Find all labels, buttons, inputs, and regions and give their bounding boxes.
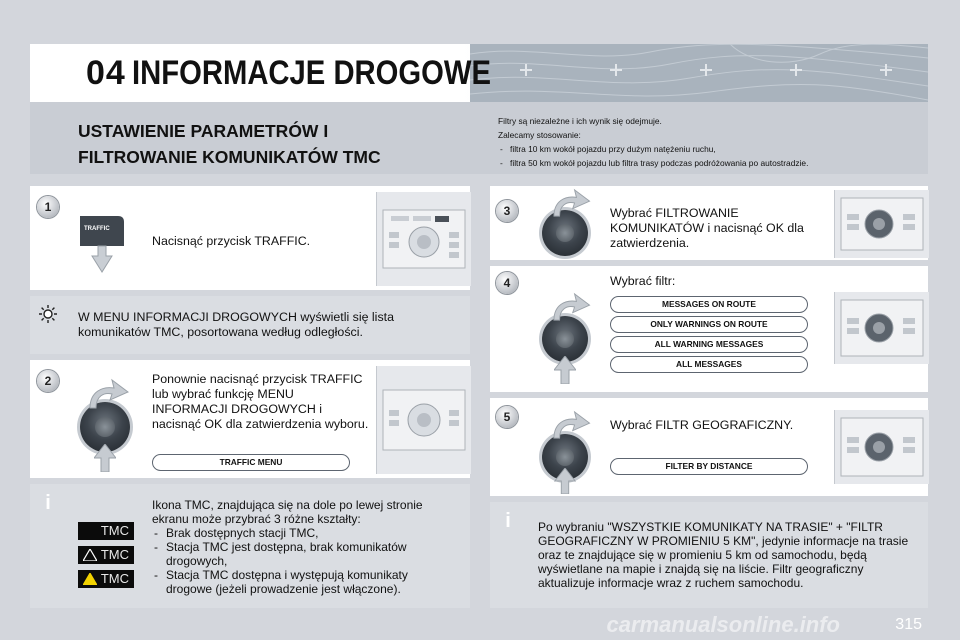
step-badge-2: 2 — [37, 370, 59, 392]
filter-option-all-warning-messages: ALL WARNING MESSAGES — [610, 336, 808, 353]
step3-text: Wybrać FILTROWANIE KOMUNIKATÓW i nacisnąć OK dla zatwierdzenia. — [610, 206, 804, 250]
section-heading-line2: FILTROWANIE KOMUNIKATÓW TMC — [78, 147, 381, 167]
radio-unit-icon — [835, 292, 929, 364]
tmc-info-item-text: Stacja TMC jest dostępna, brak komunikatów drogowych, — [166, 540, 407, 568]
tmc-info-intro: Ikona TMC, znajdująca się na dole po lewej stronie ekranu może przybrać 3 różne kształty: — [152, 498, 423, 526]
info-icon: i — [45, 492, 51, 514]
traffic-menu-pill: TRAFFIC MENU — [152, 454, 350, 471]
notes-item: - filtra 10 km wokół pojazdu przy dużym natężeniu ruchu, — [498, 142, 808, 156]
radio-unit-icon — [377, 192, 471, 286]
press-arrow-icon — [554, 356, 576, 384]
tmc-info-item: - Stacja TMC jest dostępna, brak komunikatów drogowych, — [154, 540, 407, 568]
traffic-button-icon — [78, 212, 126, 276]
page-number: 315 — [895, 616, 922, 633]
rotate-arrow-icon — [544, 188, 592, 218]
notes-intro1: Filtry są niezależne i ich wynik się odejmuje. — [498, 116, 662, 126]
radio-unit-icon — [835, 410, 929, 484]
tmc-icon-available — [78, 546, 134, 564]
radio-unit-icon — [377, 366, 471, 474]
list-info-text: W MENU INFORMACJI DROGOWYCH wyświetli się lista komunikatów TMC, posortowana według odległości. — [78, 310, 394, 339]
tmc-info-item-text: Stacja TMC dostępna i występują komunikaty drogowe (jeżeli prowadzenie jest włączone). — [166, 568, 408, 596]
traffic-button-illustration — [78, 212, 126, 276]
info-icon: i — [505, 510, 511, 532]
watermark: carmanualsonline.info — [606, 612, 840, 637]
tmc-info-item: - Brak dostępnych stacji TMC, — [154, 526, 319, 540]
step-badge-1: 1 — [37, 196, 59, 218]
chapter-number: 04 — [86, 54, 126, 92]
notes-list — [498, 142, 808, 170]
radio-unit-image — [376, 192, 471, 286]
step-badge-5: 5 — [496, 406, 518, 428]
filter-option-all-messages: ALL MESSAGES — [610, 356, 808, 373]
tmc-info-item: - Stacja TMC dostępna i występują komunikaty drogowe (jeżeli prowadzenie jest włączone). — [154, 568, 408, 596]
notes-intro2: Zalecamy stosowanie: — [498, 130, 581, 140]
step4-text: Wybrać filtr: — [610, 274, 676, 288]
radio-unit-image — [834, 292, 929, 364]
notes-item: - filtra 50 km wokół pojazdu lub filtra trasy podczas podróżowania po autostradzie. — [498, 156, 808, 170]
press-arrow-icon — [94, 444, 116, 472]
step5-text: Wybrać FILTR GEOGRAFICZNY. — [610, 418, 794, 432]
traffic-button-label: TRAFFIC — [84, 226, 110, 232]
filter-notes — [498, 114, 808, 170]
step1-text: Nacisnąć przycisk TRAFFIC. — [152, 234, 311, 248]
section-heading — [78, 118, 381, 170]
section-heading-line1: USTAWIENIE PARAMETRÓW I — [78, 121, 329, 141]
radio-unit-image — [834, 190, 929, 258]
tmc-icon-label: TMC — [100, 571, 129, 586]
final-info-text: Po wybraniu "WSZYSTKIE KOMUNIKATY NA TRASIE" + "FILTR GEOGRAFICZNY W PROMIENIU 5 KM", jedynie informacje na trasie oraz te znajdujące się w promieniu 5 km od samochodu, będą wyświetlane na mapie i znajdą się na liście. Filtr geograficzny aktualizuje informacje wraz z ruchem samochodu. — [538, 520, 909, 590]
step2-text: Ponownie nacisnąć przycisk TRAFFIC lub wybrać funkcję MENU INFORMACJI DROGOWYCH i nacisnąć OK dla zatwierdzenia wyboru. — [152, 372, 369, 431]
radio-unit-image — [376, 366, 471, 474]
filter-by-distance-pill: FILTER BY DISTANCE — [610, 458, 808, 475]
rotate-arrow-icon — [80, 378, 130, 410]
sun-icon — [38, 304, 58, 324]
radio-unit-image — [834, 410, 929, 484]
step-badge-3: 3 — [496, 200, 518, 222]
page-title: INFORMACJE DROGOWE — [132, 54, 492, 92]
tmc-info-item-text: Brak dostępnych stacji TMC, — [166, 526, 319, 540]
tmc-info-text — [152, 498, 452, 596]
step-badge-4: 4 — [496, 272, 518, 294]
radio-unit-icon — [835, 190, 929, 258]
tmc-icon-warning — [78, 570, 134, 588]
tmc-icon-label: TMC — [100, 547, 129, 562]
tmc-icon-no-station — [78, 522, 134, 540]
filter-option-messages-on-route: MESSAGES ON ROUTE — [610, 296, 808, 313]
rotate-arrow-icon — [544, 292, 592, 322]
press-arrow-icon — [554, 468, 576, 494]
rotate-arrow-icon — [544, 410, 592, 440]
header-map-decoration — [470, 44, 928, 102]
tmc-icon-label: TMC — [100, 523, 129, 538]
filter-option-only-warnings-on-route: ONLY WARNINGS ON ROUTE — [610, 316, 808, 333]
